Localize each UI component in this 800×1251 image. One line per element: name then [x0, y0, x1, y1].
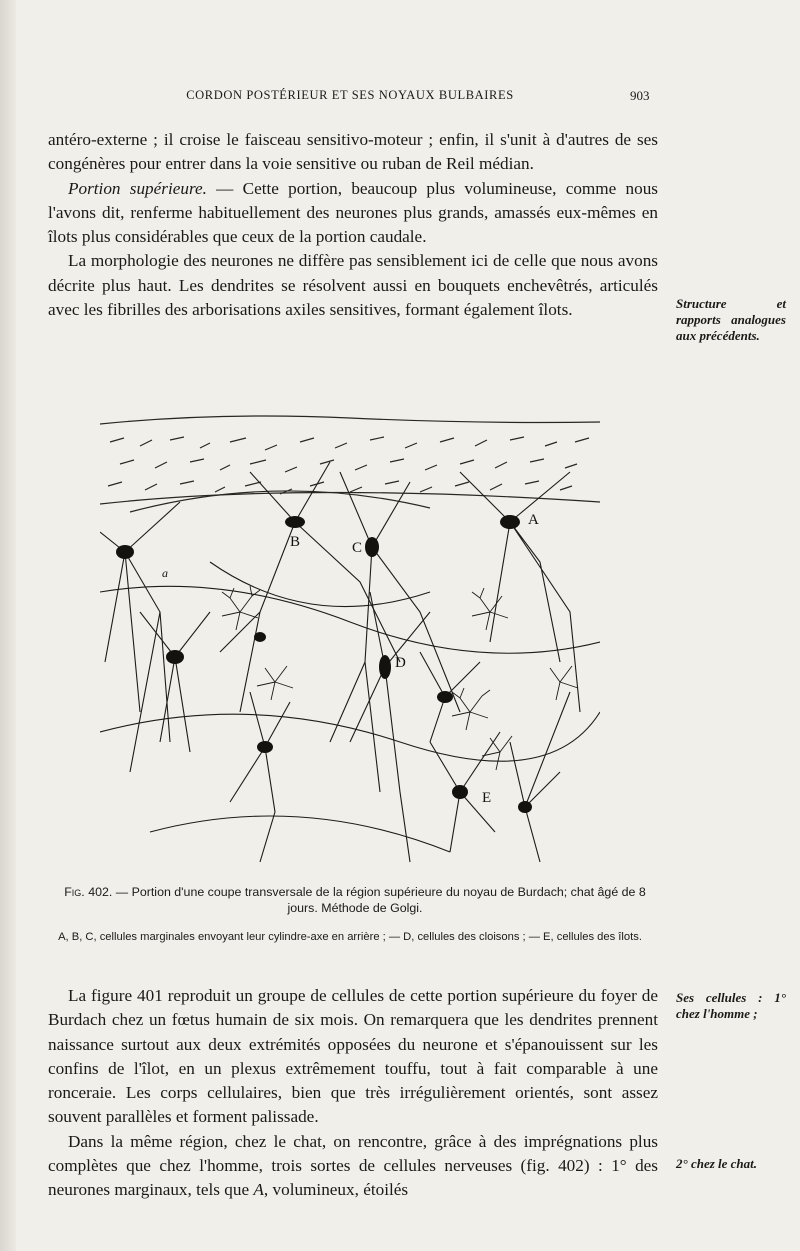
figure-label-e: E	[482, 790, 492, 806]
cell-body-d	[379, 655, 391, 679]
section-heading-italic: Portion supérieure.	[68, 178, 207, 198]
paragraph-portion-superieure	[48, 177, 658, 250]
paragraph-continuation: antéro-externe ; il croise le faisceau sensitivo-moteur ; enfin, il s'unit à d'autres de ses congénères pour entrer dans la voie sensitive ou ruban de Reil médian.	[48, 130, 658, 174]
golgi-neuron-illustration	[100, 412, 600, 874]
paragraph-text: Dans la même région, chez le chat, on rencontre, grâce à des imprégnations plus complètes que chez l'homme, trois sortes de cellules nerveuses (fig. 402) : 1° des neurones marginaux, tels que	[48, 1131, 658, 1200]
figure-caption-title: — Portion d'une coupe transversale de la région supérieure du noyau de Burdach; chat âgé de 8 jours. Méthode de Golgi.	[112, 885, 646, 915]
paragraph-figure-401: La figure 401 reproduit un groupe de cellules de cette portion supérieure du foyer de Burdach chez un fœtus humain de six mois. On remarquera que les dendrites prennent naissance surtout aux deux extrémités opposées du neurone et s'épanouissent sur les confins de l'îlot, en un plexus extrêmement touffu, tout à fait comparable à une ronceraie. Les corps cellulaires, bien que très irrégulièrement orientés, sont assez souvent parallèles et forment palissade.	[48, 986, 658, 1127]
figure-label-b: B	[290, 534, 301, 550]
paragraph-morphologie: La morphologie des neurones ne diffère pas sensiblement ici de celle que nous avons décrite plus haut. Les dendrites se résolvent aussi en bouquets enchevêtrés, articulés avec les fibrilles des arborisations axiles sensitives, formant également îlots.	[48, 251, 658, 320]
cell-body-e	[452, 785, 468, 799]
figure-label-c: C	[352, 540, 363, 556]
margin-note-structure: Structure et rapports analogues aux précédents.	[676, 296, 786, 343]
figure-label-axon: a	[162, 566, 168, 580]
margin-note-chat: 2° chez le chat.	[676, 1156, 758, 1171]
italic-cell-label: A	[253, 1180, 264, 1200]
cell-body-lower-left	[257, 741, 273, 753]
neuron-drawing	[100, 412, 600, 874]
margin-note-cellules: Ses cellules : 1° chez l'homme ;	[676, 990, 786, 1021]
running-title: CORDON POSTÉRIEUR ET SES NOYAUX BULBAIRES	[186, 88, 514, 102]
cell-body-b	[285, 516, 305, 528]
figure-caption	[52, 884, 658, 916]
page-number: 903	[630, 88, 650, 103]
paragraph-text: — Cette portion, beaucoup plus volumineuse, comme nous l'avons dit, renferme habituellement des neurones plus grands, amassés eux-mêmes en îlots plus considérables que ceux de la portion caudale.	[48, 178, 658, 247]
page-edge-shadow	[0, 0, 16, 1251]
cell-body-a-left	[116, 545, 134, 559]
figure-number: Fig. 402.	[64, 885, 113, 899]
bottom-text-block	[48, 984, 658, 1203]
cell-body-a	[500, 515, 520, 529]
figure-legend: A, B, C, cellules marginales envoyant leur cylindre-axe en arrière ; — D, cellules des cloisons ; — E, cellules des îlots.	[58, 931, 642, 943]
figure-label-a: A	[528, 512, 539, 528]
cell-body-left	[166, 650, 184, 664]
cell-body-island	[437, 691, 453, 703]
cell-body-small	[254, 632, 266, 642]
figure-label-d: D	[395, 655, 406, 671]
paragraph-text-end: , volumineux, étoilés	[263, 1180, 409, 1200]
paragraph-chez-le-chat	[48, 1130, 658, 1203]
cell-body-right	[518, 801, 532, 813]
top-text-block	[48, 128, 658, 322]
cell-body-c	[365, 537, 379, 557]
